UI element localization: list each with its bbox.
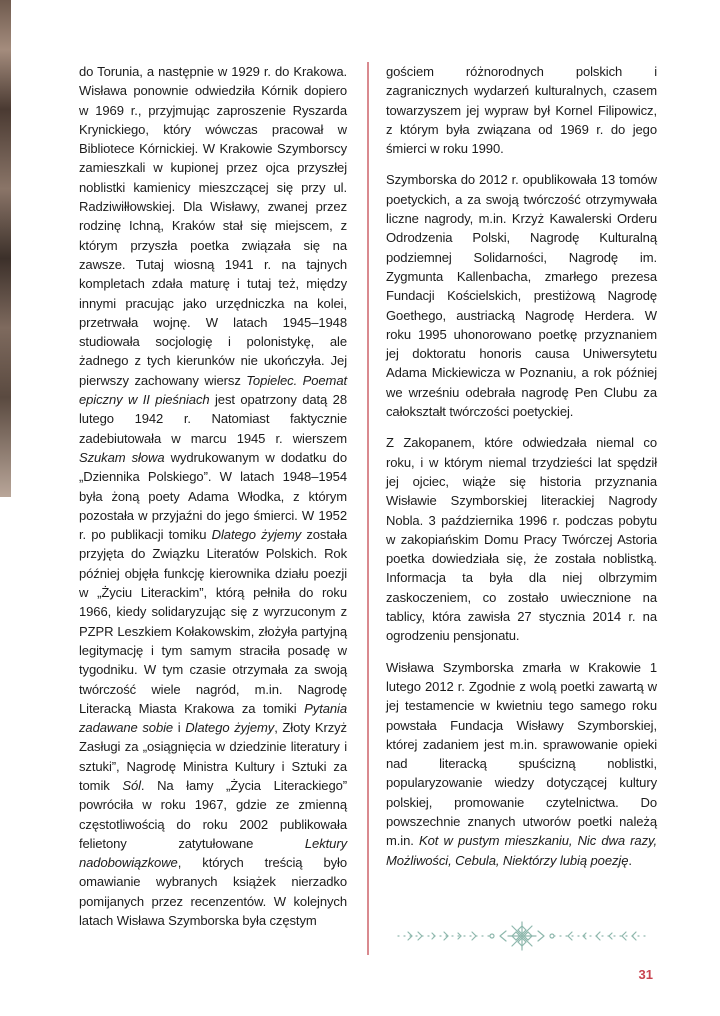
left-column <box>79 62 347 930</box>
photo-edge-strip <box>0 0 11 497</box>
right-paragraph-2: Szymborska do 2012 r. opublikowała 13 tomów poetyckich, a za swoją twórczość otrzymywała liczne nagrody, m.in. Krzyż Kawalerski Orderu Odrodzenia Polski, Nagrodę Kulturalną podziemnej Solidarności, Nagrodę im. Zygmunta Kallenbacha, zmarłego prezesa Fundacji Kościelskich, prestiżową Nagrodę Goethego, austriacką Nagrodę Herdera. W roku 1995 uhonorowano poetkę przyznaniem jej doktoratu honoris causa Uniwersytetu Adama Mickiewicza w Poznaniu, a rok później we wrześniu odebrała nagrodę Pen Clubu za całokształt twórczości poetyckiej. <box>386 172 657 420</box>
italic-title: Topielec. Poemat epiczny w II pieśniach <box>79 372 347 408</box>
text-run: wydrukowanym w dodatku do „Dziennika Polskiego”. W latach 1948–1954 była żoną poety Adama Włodka, z którym pozostała w przyjaźni do jego śmierci. W 1952 r. po publikacji tomiku <box>79 449 347 543</box>
right-paragraph-4 <box>386 658 657 870</box>
right-paragraph-1: gościem różnorodnych polskich i zagranicznych wydarzeń kulturalnych, czasem towarzyszem jej wypraw był Kornel Filipowicz, z którym była związana od 1969 r. do jego śmierci w roku 1990. <box>386 64 657 157</box>
text-run: jest opatrzony datą 28 lutego 1942 r. Natomiast faktycznie zadebiutowała w marcu 1945 r. wierszem <box>79 392 347 446</box>
italic-title: Szukam słowa <box>79 449 165 465</box>
text-run: Wisława Szymborska zmarła w Krakowie 1 lutego 2012 r. Zgodnie z wolą poetki zawartą w jej testamencie w kwietniu tego samego roku powstała Fundacja Wisławy Szymborskiej, której zadaniem jest m.in. sprawowanie opieki nad literacką spuścizną noblistki, popularyzowanie wiedzy dotyczącej kultury polskiej, promowanie czytelnictwa. Do powszechnie znanych utworów poetki należą m.in. <box>386 659 657 849</box>
column-divider <box>367 62 369 955</box>
italic-title: Dlatego żyjemy <box>211 527 302 543</box>
folk-ornament-icon <box>388 920 656 952</box>
text-run: . Na łamy „Życia Literackiego” powróciła w roku 1967, gdzie ze zmienną częstotliwością do roku 2002 publikowała felietony zatytułowane <box>79 777 348 851</box>
italic-titles: Kot w pustym mieszkaniu, Nic dwa razy, Możliwości, Cebula, Niektórzy lubią poezję <box>386 833 657 868</box>
right-paragraph-3: Z Zakopanem, które odwiedzała niemal co roku, i w którym niemal trzydzieści lat spędził jej ojciec, wiąże się historia przyznania Wisławie Szymborskiej literackiej Nagrody Nobla. 3 października 1996 r. podczas pobytu w zakopiańskim Domu Pracy Twórczej Astoria poetka dowiedziała się, że została noblistką. Informacja ta była dla niej olbrzymim zaskoczeniem, co zostało uwiecznione na tablicy, która zawisła 27 stycznia 2014 r. na ogrodzeniu pensjonatu. <box>386 435 657 644</box>
text-run: i <box>173 720 186 736</box>
text-run: . <box>628 852 632 868</box>
italic-title: Lektury nadobowiązkowe <box>79 835 347 871</box>
italic-title: Dlatego żyjemy <box>185 720 275 736</box>
text-run: , których treścią było omawianie wybranych książek nierzadko pomijanych przez recenzentów. W kolejnych latach Wisława Szymborska była częstym <box>79 855 347 929</box>
right-column <box>386 62 657 870</box>
text-run: została przyjęta do Związku Literatów Polskich. Rok później objęła funkcję kierownika działu poezji w „Życiu Literackim”, którą pełniła do roku 1966, kiedy solidaryzując się z wyrzuconym z PZPR Leszkiem Kołakowskim, złożyła partyjną legitymację i tym samym straciła posadę w tygodniku. W tym czasie otrzymała za swoją twórczość wiele nagród, m.in. Nagrodę Literacką Miasta Krakowa za tomiki <box>79 527 347 716</box>
left-paragraph <box>79 62 347 930</box>
text-run: do Torunia, a następnie w 1929 r. do Krakowa. Wisława ponownie odwiedziła Kórnik dopiero w 1969 r., przyjmując zaproszenie Ryszarda Krynickiego, który wówczas pracował w Bibliotece Kórnickiej. W Krakowie Szymborscy zamieszkali w kupionej przez ojca przyszłej noblistki kamienicy mieszczącej się przy ul. Radziwiłłowskiej. Dla Wisławy, zwanej przez rodzinę Ichną, Kraków stał się miejscem, z którym przyszła poetka związała się na zawsze. Tutaj wiosną 1941 r. na tajnych kompletach zdała maturę i tutaj też, między innymi pracując jako urzędniczka na kolei, przetrwała wojnę. W latach 1945–1948 studiowała socjologię i polonistykę, ale żadnego z tych kierunków nie ukończyła. Jej pierwszy zachowany wiersz <box>79 64 347 388</box>
italic-title: Sól <box>122 777 141 793</box>
text-run: , Złoty Krzyż Zasługi za „osiągnięcia w dziedzinie literatury i sztuki”, Nagrodę Ministra Kultury i Sztuki za tomik <box>79 720 347 793</box>
page-number: 31 <box>638 967 653 982</box>
italic-title: Pytania zadawane sobie <box>79 700 347 736</box>
